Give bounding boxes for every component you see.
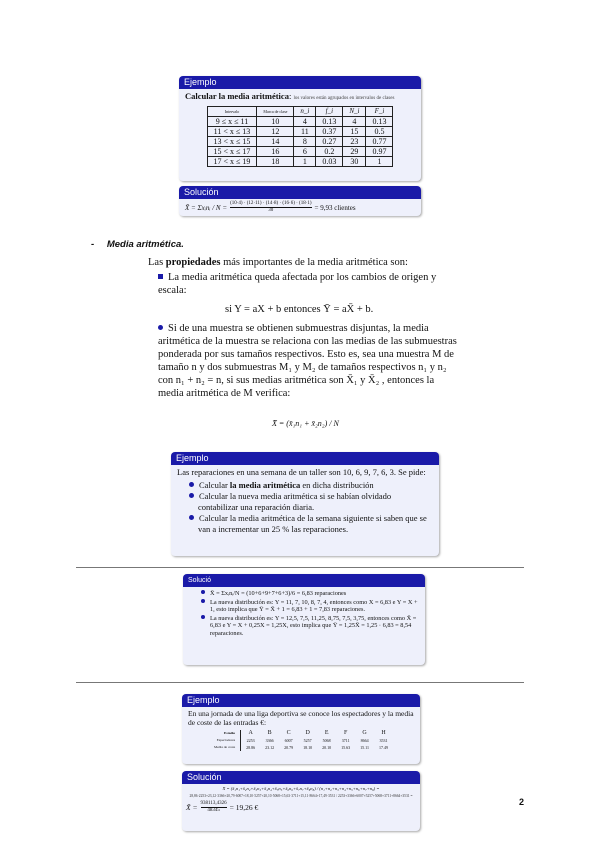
formula-2-text: X̄ = (x̄₁n₁ + x̄₂n₂) / N [272, 419, 339, 428]
property-bullet-2 [158, 322, 458, 400]
table-cell: 6 [294, 147, 316, 157]
table-cell: 4 [343, 117, 366, 127]
divider [76, 567, 524, 568]
section-title: Media aritmética. [106, 239, 184, 250]
table-cell: 2253 [241, 737, 261, 744]
example-block-1-note: los valores están agrupados en intervalos de clases [293, 96, 395, 101]
example-block-2 [171, 452, 439, 556]
table-header: G [362, 730, 367, 736]
formula-expanded: 28,86·2253+23,12·3366+20,79·6007+18,10·5257+20,10·5068+15,63·3711+15,11·8664+17,49·3531 / 2253+3366+6007+5257+5068+3711+8664+3531 = [189, 794, 413, 798]
list-item-bold: la media aritmética [229, 479, 301, 490]
table-cell: 15.63 [341, 745, 351, 750]
table-row [209, 744, 393, 751]
table-cell: 0.5 [366, 127, 393, 137]
formula-affine [225, 303, 373, 316]
table-header: F [343, 730, 348, 736]
table-cell: 3711 [341, 738, 350, 743]
table-row [207, 157, 393, 167]
frequency-table [207, 106, 394, 167]
list-item [201, 590, 419, 598]
list-item: Calcular la media aritmética en dicha distribución [189, 480, 433, 491]
intro-bold: propiedades [165, 257, 221, 268]
solution-block-2 [183, 574, 425, 665]
round-bullet-icon [201, 590, 205, 594]
example-block-2-title: Ejemplo [171, 452, 439, 465]
page-number: 2 [519, 797, 525, 807]
table-row [207, 147, 393, 157]
table-cell: 16 [257, 147, 294, 157]
table-cell: 14 [257, 137, 294, 147]
section-dash: - [91, 239, 95, 250]
list-item [201, 615, 419, 638]
table-cell: 23 [343, 137, 366, 147]
bullet-1-text: La media aritmética queda afectada por los cambios de origen y escala: [158, 272, 437, 296]
formula-denominator: 30 [268, 208, 274, 213]
solution-block-3 [182, 771, 420, 831]
formula-lhs: X̄ = Σxᵢnᵢ / N = [185, 203, 228, 212]
list-item-text: Calcular la nueva media aritmética si se habían olvidado contabilizar una reparación diaria. [198, 491, 392, 512]
formula-result: = 9,93 clientes [314, 203, 356, 212]
formula-1-text: si Y = aX + b entonces Ȳ = aX̄ + b. [225, 304, 374, 315]
table-cell: 15 < x ≤ 17 [207, 147, 257, 157]
table-cell: 17.49 [379, 745, 389, 750]
table-cell: 8 [294, 137, 316, 147]
intro-suffix: más importantes de la media aritmética son: [223, 257, 408, 268]
formula-denominator: 48345 [207, 808, 220, 813]
table-cell: 3531 [379, 738, 388, 743]
table-header: Intervalo [207, 107, 257, 117]
list-item-text: La nueva distribución es: Y = 12,5, 7,5, 11,25, 8,75, 7,5, 3,75, entonces como X̄ = 6,83 e Y = X + 0,25X = 1,25X, esto implica que Ȳ = 1,25X̄ = 1,25 · 6,83 = 8,54 reparaciones. [210, 614, 417, 637]
solution-list [189, 590, 419, 638]
round-bullet-icon [158, 325, 163, 330]
table-cell: 0.13 [316, 117, 343, 127]
table-cell: 0.37 [316, 127, 343, 137]
stadium-table [209, 730, 393, 751]
table-row [209, 730, 393, 737]
table-header: Marca de clase [257, 107, 294, 117]
table-header: A [241, 730, 261, 737]
table-cell: 0.03 [316, 157, 343, 167]
property-bullet-1 [158, 271, 454, 297]
table-cell: 15 [343, 127, 366, 137]
formula-general: X̄ = (x̄₁n₁+x̄₂n₂+x̄₃n₃+x̄₄n₄+x̄₅n₅+x̄₆n₆+x̄₇n₇+x̄₈n₈) / (n₁+n₂+n₃+n₄+n₅+n₆+n₇+n₈) = [222, 786, 380, 791]
row-label: Estadio [223, 731, 236, 735]
table-row [207, 117, 393, 127]
list-item-text: X̄ = Σxᵢnᵢ/N = (10+6+9+7+6+3)/6 = 6,83 reparaciones [210, 590, 347, 597]
example-block-3-text: En una jornada de una liga deportiva se conoce los espectadores y la media de coste de las entradas €: [188, 709, 414, 727]
properties-intro [148, 256, 448, 269]
table-cell: 0.97 [366, 147, 393, 157]
list-item [201, 599, 419, 614]
round-bullet-icon [189, 482, 194, 487]
table-cell: 10 [257, 117, 294, 127]
task-list [177, 480, 433, 535]
table-cell: 3366 [265, 738, 274, 743]
table-cell: 17 < x ≤ 19 [207, 157, 257, 167]
table-row [207, 127, 393, 137]
table-header: F_i [366, 107, 393, 117]
list-item-text: La nueva distribución es: Y = 11, 7, 10, 8, 7, 4, entonces como X = 6,83 e Y = X + 1, esto implica que Ȳ = X̄ + 1 = 6,83 + 1 = 7,83 reparaciones. [210, 598, 418, 614]
example-block-1: Ejemplo Calcular la media aritmética: los valores están agrupados en intervalos de clases Intervalo Marca de clase n_i f_i N_i F_i 9 ≤ x ≤ 11 10 4 0.13 4 0.13 11 < x ≤ 13 12 11 0.37 15 0.5 13 < x ≤ 15 14 8 0.27 23 0.77 15 < x ≤ 17 16 6 0.2 29 0.97 17 < x ≤ 19 18 1 0.03 30 1 [179, 76, 421, 181]
round-bullet-icon [201, 615, 205, 619]
table-cell: 0.77 [366, 137, 393, 147]
table-cell: 9 ≤ x ≤ 11 [207, 117, 257, 127]
table-cell: 15.11 [360, 745, 370, 750]
table-cell: 28.86 [241, 744, 261, 751]
list-item-text: en dicha distribución [302, 479, 374, 490]
square-bullet-icon [158, 274, 163, 279]
table-cell: 0.13 [366, 117, 393, 127]
formula-weighted-mean [272, 417, 339, 430]
table-cell: 0.2 [316, 147, 343, 157]
table-cell: 13 < x ≤ 15 [207, 137, 257, 147]
intro-prefix: Las [148, 257, 164, 268]
list-item [189, 513, 433, 534]
table-cell: 8664 [360, 738, 369, 743]
table-cell: 18.10 [303, 745, 313, 750]
example-block-1-title: Ejemplo [179, 76, 421, 89]
round-bullet-icon [189, 515, 194, 520]
table-header: E [324, 730, 329, 736]
row-label: Media de coste [213, 745, 236, 749]
formula-result: = 19,26 € [229, 803, 259, 812]
section-heading [91, 238, 184, 251]
example-block-3-title: Ejemplo [182, 694, 420, 707]
table-header: f_i [316, 107, 343, 117]
table-cell: 12 [257, 127, 294, 137]
table-cell: 11 [294, 127, 316, 137]
table-cell: 20.79 [284, 745, 294, 750]
table-row [209, 737, 393, 744]
table-header: B [267, 730, 272, 736]
table-cell: 1 [366, 157, 393, 167]
table-cell: 18 [257, 157, 294, 167]
solution-block-3-title: Solución [182, 771, 420, 784]
round-bullet-icon [201, 599, 205, 603]
table-header: D [305, 730, 310, 736]
table-cell: 0.27 [316, 137, 343, 147]
table-cell: 4 [294, 117, 316, 127]
table-cell: 30 [343, 157, 366, 167]
list-item [189, 491, 433, 512]
round-bullet-icon [189, 493, 194, 498]
row-label: Espectadores [216, 738, 236, 742]
solution-block-1 [179, 186, 421, 216]
bullet-2-text: Si de una muestra se obtienen submuestras disjuntas, la media aritmética de la muestra se relaciona con las medias de las submuestras ponderada por sus tamaños respectivos. Esto es, sea una muestra M de tamaño n y dos submuestras M₁ y M₂ de tamaños respectivos n₁ y n₂ con n₁ + n₂ = n, si sus medias aritmética son X̄₁ y X̄₂ , entonces la media aritmética de M verifica: [158, 323, 457, 399]
example-block-2-text: Las reparaciones en una semana de un taller son 10, 6, 9, 7, 6, 3. Se pide: [177, 467, 426, 477]
table-cell: 11 < x ≤ 13 [207, 127, 257, 137]
table-row [207, 137, 393, 147]
divider [76, 682, 524, 683]
table-cell: 6007 [284, 738, 293, 743]
table-cell: 1 [294, 157, 316, 167]
table-cell: 23.12 [265, 745, 275, 750]
table-header: H [381, 730, 386, 736]
formula-numerator: (10·4) · (12·11) · (14·8) · (16·6) · (18·1) [230, 201, 312, 206]
table-cell: 5257 [303, 738, 312, 743]
table-header: C [286, 730, 291, 736]
table-cell: 20.10 [322, 745, 332, 750]
table-header: n_i [294, 107, 316, 117]
table-cell: 5068 [322, 738, 331, 743]
example-block-1-heading: Calcular la media aritmética [185, 91, 289, 101]
formula-lhs: X̄ = [186, 803, 198, 812]
solution-block-1-title: Solución [179, 186, 421, 199]
list-item-text: Calcular la media aritmética de la semana siguiente si saben que se van a incrementar un 25 % las reparaciones. [198, 513, 427, 534]
solution-block-2-title: Solució [183, 574, 425, 587]
formula-numerator: 938113,4326 [200, 801, 227, 806]
table-header: N_i [343, 107, 366, 117]
table-cell: 29 [343, 147, 366, 157]
example-block-3 [182, 694, 420, 764]
